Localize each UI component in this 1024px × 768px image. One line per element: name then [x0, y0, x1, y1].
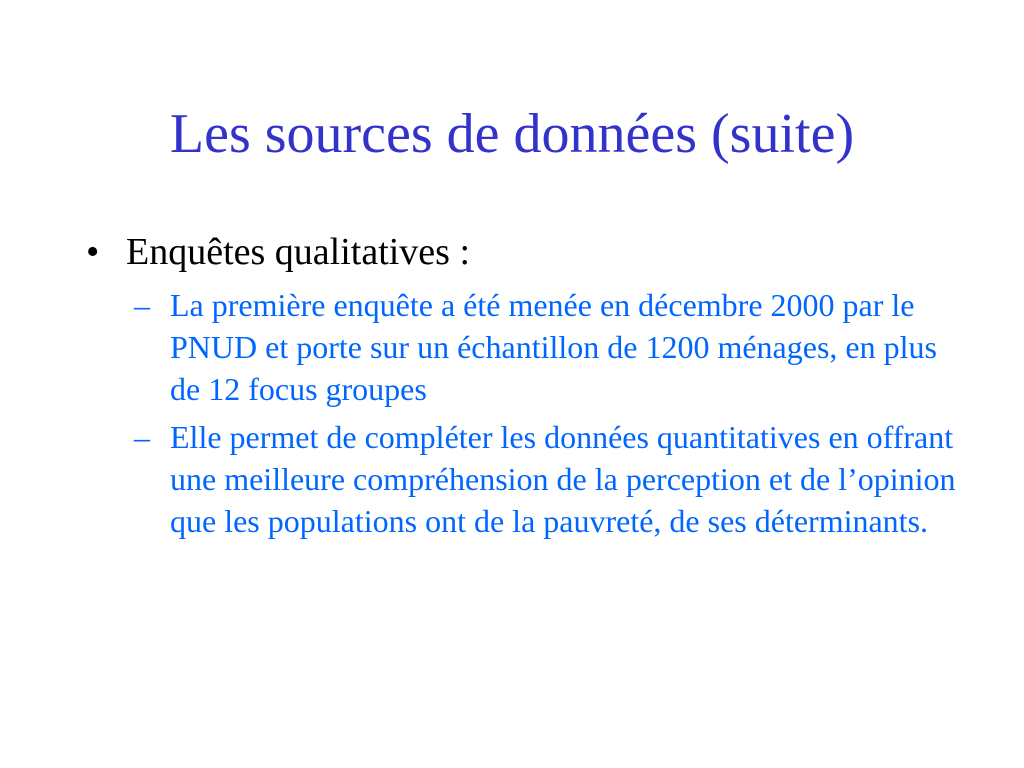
sub-bullet-text: La première enquête a été menée en décembre 2000 par le PNUD et porte sur un échantillon de 1200 ménages, en plus de 12 focus groupes: [170, 287, 937, 407]
dash-icon: –: [134, 419, 150, 455]
slide-title: Les sources de données (suite): [169, 103, 855, 165]
bullet-icon: •: [86, 231, 100, 273]
sub-bullet-item-complement: [134, 416, 966, 542]
dash-icon: –: [134, 287, 150, 323]
slide-body: [86, 228, 966, 548]
bullet-item-qualitative-surveys: [86, 228, 966, 276]
sub-bullet-list: [134, 284, 966, 542]
sub-bullet-text: Elle permet de compléter les données quantitatives en offrant une meilleure compréhension de la perception et de l’opinion que les populations ont de la pauvreté, de ses déterminants.: [170, 419, 956, 539]
sub-bullet-item-first-survey: [134, 284, 966, 410]
bullet-text: Enquêtes qualitatives :: [126, 231, 471, 273]
